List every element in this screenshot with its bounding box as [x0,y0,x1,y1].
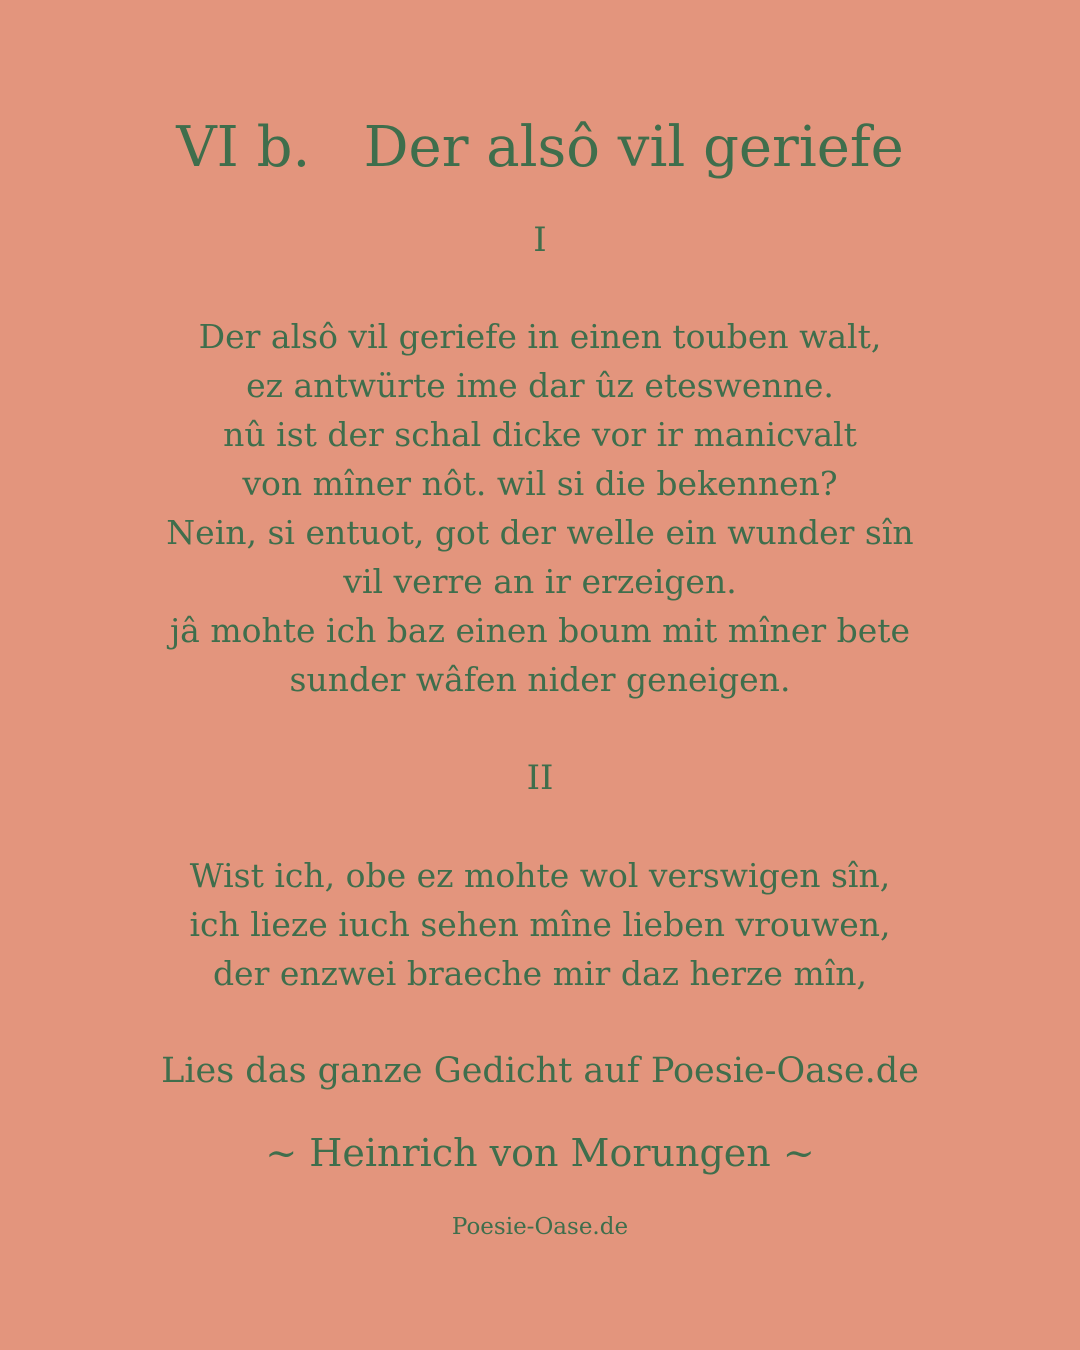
poem-line: ich lieze iuch sehen mîne lieben vrouwen, [189,905,891,944]
poem-line: jâ mohte ich baz einen boum mit mîner bete [169,611,911,650]
stanza-label-2: II [526,758,554,798]
poem-line: Der alsô vil geriefe in einen touben walt, [198,317,882,356]
read-full-poem-text: Lies das ganze Gedicht auf Poesie-Oase.de [161,1051,919,1091]
poem-line: nû ist der schal dicke vor ir manicvalt [223,415,857,454]
site-watermark: Poesie-Oase.de [451,1214,629,1240]
stanza-1 [0,312,1080,704]
stanza-2 [0,851,1080,998]
poem-line: Wist ich, obe ez mohte wol verswigen sîn, [189,856,891,895]
poem-line: ez antwürte ime dar ûz eteswenne. [246,366,834,405]
author-name: ~ Heinrich von Morungen ~ [265,1131,815,1175]
poem-line: von mîner nôt. wil si die bekennen? [242,464,838,503]
poem-line: sunder wâfen nider geneigen. [289,660,791,699]
poem-line: der enzwei braeche mir daz herze mîn, [212,954,868,993]
poem-line: vil verre an ir erzeigen. [343,562,737,601]
stanza-label-1: I [533,220,547,260]
poem-line: Nein, si entuot, got der welle ein wunder sîn [166,513,914,552]
poem-title: VI b. Der alsô vil geriefe [176,115,904,180]
